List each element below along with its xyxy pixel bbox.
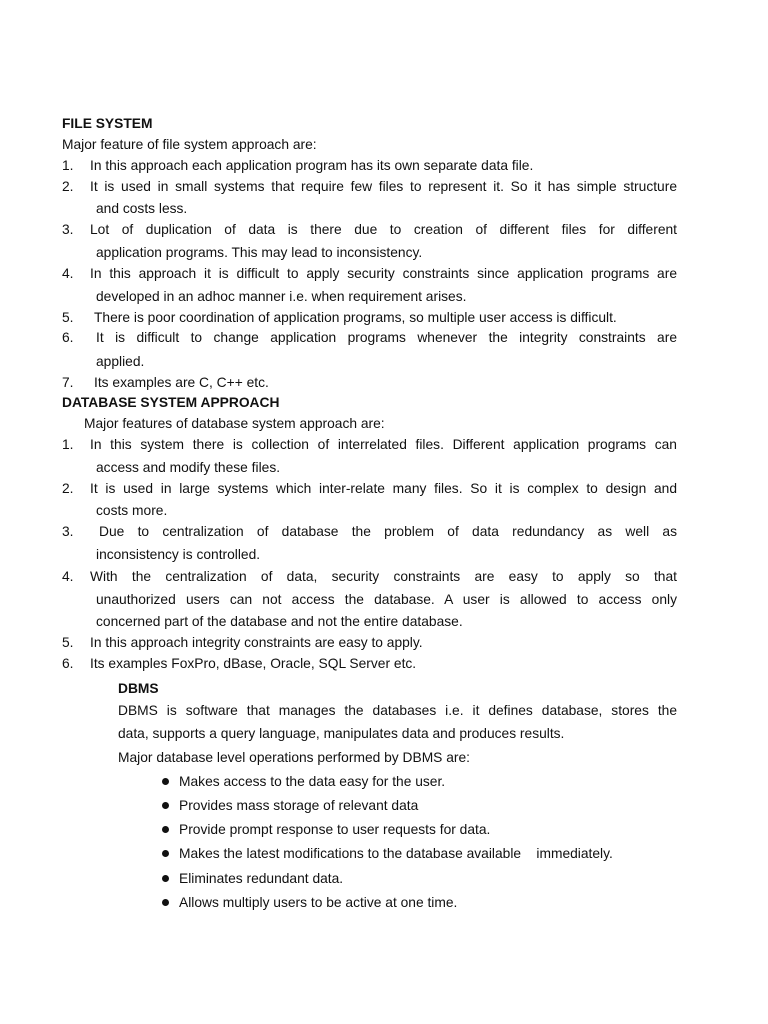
list-number: 4. [62,266,74,281]
list-text: In this approach each application program has its own separate data file. [90,158,534,173]
bullet-text: Makes access to the data easy for the user. [179,774,446,789]
bullet-item [162,772,445,792]
list-number: 5. [62,310,74,325]
list-number: 3. [62,222,74,237]
list-text: It is difficult to change application programs whenever the integrity constraints are [96,330,677,345]
list-number: 4. [62,569,74,584]
list-number: 1. [62,158,74,173]
dbms-operations-intro: Major database level operations performed by DBMS are: [118,750,470,765]
list-text: With the centralization of data, security constraints are easy to apply so that [90,569,677,584]
file-system-heading: FILE SYSTEM [62,116,153,131]
file-system-intro: Major feature of file system approach are: [62,137,317,152]
list-text-continued: developed in an adhoc manner i.e. when requirement arises. [96,289,467,304]
dbms-paragraph-line: data, supports a query language, manipulates data and produces results. [118,726,565,741]
list-number: 7. [62,375,74,390]
list-text: In this approach integrity constraints are easy to apply. [90,635,423,650]
list-text: In this approach it is difficult to apply security constraints since application programs are [90,266,677,281]
list-text: In this system there is collection of interrelated files. Different application programs can [90,437,677,452]
bullet-icon [162,875,169,882]
list-number: 2. [62,179,74,194]
list-text-continued: and costs less. [96,201,188,216]
database-system-heading: DATABASE SYSTEM APPROACH [62,395,280,410]
database-system-intro: Major features of database system approach are: [84,416,385,431]
list-text-continued: costs more. [96,503,168,518]
bullet-text: Provide prompt response to user requests for data. [179,822,491,837]
list-text-continued: unauthorized users can not access the database. A user is allowed to access only [96,592,677,607]
bullet-item [162,869,343,889]
bullet-icon [162,778,169,785]
list-text: Its examples FoxPro, dBase, Oracle, SQL Server etc. [90,656,417,671]
dbms-paragraph-line: DBMS is software that manages the databases i.e. it defines database, stores the [118,703,677,718]
bullet-text: Eliminates redundant data. [179,871,344,886]
list-number: 3. [62,524,74,539]
list-text-continued: inconsistency is controlled. [96,547,261,562]
bullet-item [162,844,613,864]
dbms-heading: DBMS [118,681,159,696]
list-number: 6. [62,330,74,345]
list-number: 5. [62,635,74,650]
list-text: There is poor coordination of application programs, so multiple user access is difficult. [94,310,617,325]
bullet-item [162,820,490,840]
list-text: Lot of duplication of data is there due to creation of different files for different [90,222,677,237]
list-number: 2. [62,481,74,496]
bullet-icon [162,826,169,833]
bullet-icon [162,802,169,809]
list-text-continued: application programs. This may lead to inconsistency. [96,245,423,260]
list-text: Due to centralization of database the problem of data redundancy as well as [99,524,677,539]
list-number: 6. [62,656,74,671]
bullet-text: Makes the latest modifications to the database available immediately. [179,846,613,861]
list-text: Its examples are C, C++ etc. [94,375,269,390]
bullet-item [162,796,418,816]
bullet-item [162,893,457,913]
list-text-continued: concerned part of the database and not the entire database. [96,614,463,629]
list-text-continued: applied. [96,354,145,369]
bullet-icon [162,899,169,906]
bullet-text: Provides mass storage of relevant data [179,798,419,813]
list-text: It is used in large systems which inter-relate many files. So it is complex to design and [90,481,677,496]
bullet-icon [162,850,169,857]
list-text: It is used in small systems that require few files to represent it. So it has simple structure [90,179,677,194]
list-text-continued: access and modify these files. [96,460,281,475]
list-number: 1. [62,437,74,452]
bullet-text: Allows multiply users to be active at one time. [179,895,458,910]
